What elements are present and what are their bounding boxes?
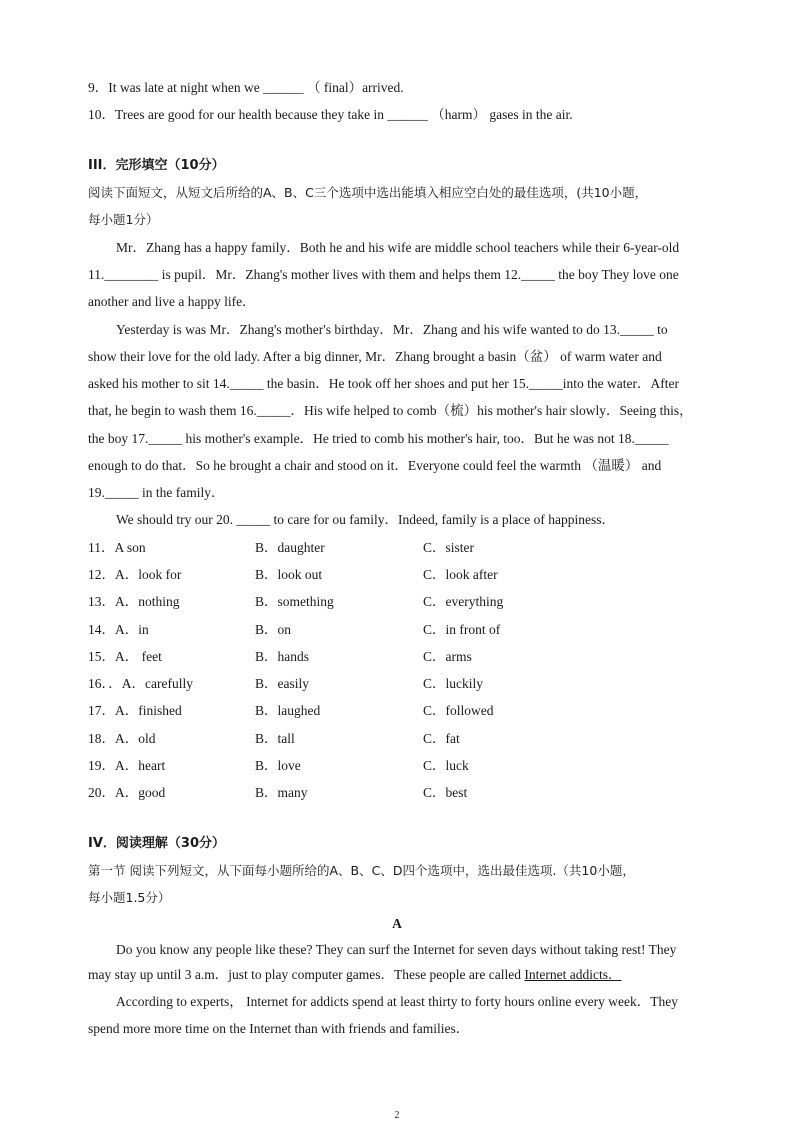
option-b: B．easily <box>255 676 309 691</box>
option-a: 15．A． feet <box>88 649 162 664</box>
passage-line: another and live a happy life． <box>88 294 256 309</box>
option-b: B．on <box>255 622 292 637</box>
reading-line: According to experts， Internet for addicts spend at least thirty to forty hours online every week．They <box>116 994 678 1009</box>
passage-line: asked his mother to sit 14._____ the basin．He took off her shoes and put her 15._____into the water．After <box>88 376 680 391</box>
option-b: B．laughed <box>255 703 321 718</box>
passage-line: show their love for the old lady. After a big dinner, Mr．Zhang brought a basin（盆） of warm water and <box>88 349 662 364</box>
passage-line: Mr．Zhang has a happy family．Both he and his wife are middle school teachers while their 6-year-old <box>116 240 680 255</box>
option-c: C．luckily <box>423 676 483 691</box>
option-b: B．something <box>255 594 334 609</box>
option-c: C．in front of <box>423 622 501 637</box>
passage-line: 11.________ is pupil．Mr．Zhang's mother lives with them and helps them 12._____ the boy They love one <box>88 267 679 282</box>
section-iv-instruction-2: 每小题1.5分） <box>88 890 171 905</box>
reading-line: spend more more time on the Internet than with friends and families． <box>88 1021 470 1036</box>
option-c: C．arms <box>423 649 472 664</box>
option-c: C．sister <box>423 540 475 555</box>
passage-line: 19._____ in the family． <box>88 485 225 500</box>
reading-line <box>88 966 621 984</box>
option-b: B．many <box>255 785 308 800</box>
option-b: B．look out <box>255 567 323 582</box>
option-b: B．love <box>255 758 301 773</box>
option-c: C．look after <box>423 567 498 582</box>
question-10: 10．Trees are good for our health because they take in ______ （harm） gases in the air. <box>88 107 573 122</box>
option-a: 16．．A．carefully <box>88 676 193 691</box>
option-b: B．tall <box>255 731 295 746</box>
option-a: 11．A son <box>88 540 146 555</box>
option-a: 20．A．good <box>88 785 166 800</box>
section-iii-instruction-1: 阅读下面短文，从短文后所给的A、B、C三个选项中选出能填入相应空白处的最佳选项，(共10小题， <box>88 185 648 200</box>
option-a: 14．A．in <box>88 622 149 637</box>
passage-line: the boy 17._____ his mother's example．He tried to comb his mother's hair, too．But he was not 18._____ <box>88 431 669 446</box>
question-9: 9．It was late at night when we ______ （ final）arrived. <box>88 80 404 95</box>
option-c: C．everything <box>423 594 504 609</box>
section-iii-instruction-2: 每小题1分） <box>88 212 159 227</box>
option-a: 19．A．heart <box>88 758 166 773</box>
option-b: B．hands <box>255 649 309 664</box>
option-a: 13．A．nothing <box>88 594 180 609</box>
section-iv-instruction-1: 第一节 阅读下列短文，从下面每小题所给的A、B、C、D四个选项中，选出最佳选项.（共10小题， <box>88 863 635 878</box>
underlined-term: Internet addicts． <box>524 967 622 982</box>
option-c: C．fat <box>423 731 460 746</box>
passage-line: that, he begin to wash them 16._____．His wife helped to comb（梳）his mother's hair slowly．Seeing this， <box>88 403 693 418</box>
option-a: 12．A．look for <box>88 567 182 582</box>
option-c: C．followed <box>423 703 494 718</box>
page-number: 2 <box>394 1110 400 1121</box>
option-a: 18．A．old <box>88 731 156 746</box>
reading-line: Do you know any people like these? They can surf the Internet for seven days without taking rest! They <box>116 942 677 957</box>
section-iv-heading: IV．阅读理解（30分） <box>88 836 225 851</box>
option-c: C．best <box>423 785 468 800</box>
option-b: B．daughter <box>255 540 325 555</box>
passage-a-title: A <box>392 916 402 931</box>
section-iii-heading: III．完形填空（10分） <box>88 158 225 173</box>
reading-text: may stay up until 3 a.m．just to play computer games．These people are called <box>88 967 525 982</box>
option-a: 17．A．finished <box>88 703 182 718</box>
passage-line: Yesterday is was Mr．Zhang's mother's birthday．Mr．Zhang and his wife wanted to do 13._____ to <box>116 322 668 337</box>
passage-line: We should try our 20. _____ to care for ou family．Indeed, family is a place of happiness． <box>116 512 616 527</box>
passage-line: enough to do that．So he brought a chair and stood on it．Everyone could feel the warmth （温暖） and <box>88 458 662 473</box>
option-c: C．luck <box>423 758 469 773</box>
